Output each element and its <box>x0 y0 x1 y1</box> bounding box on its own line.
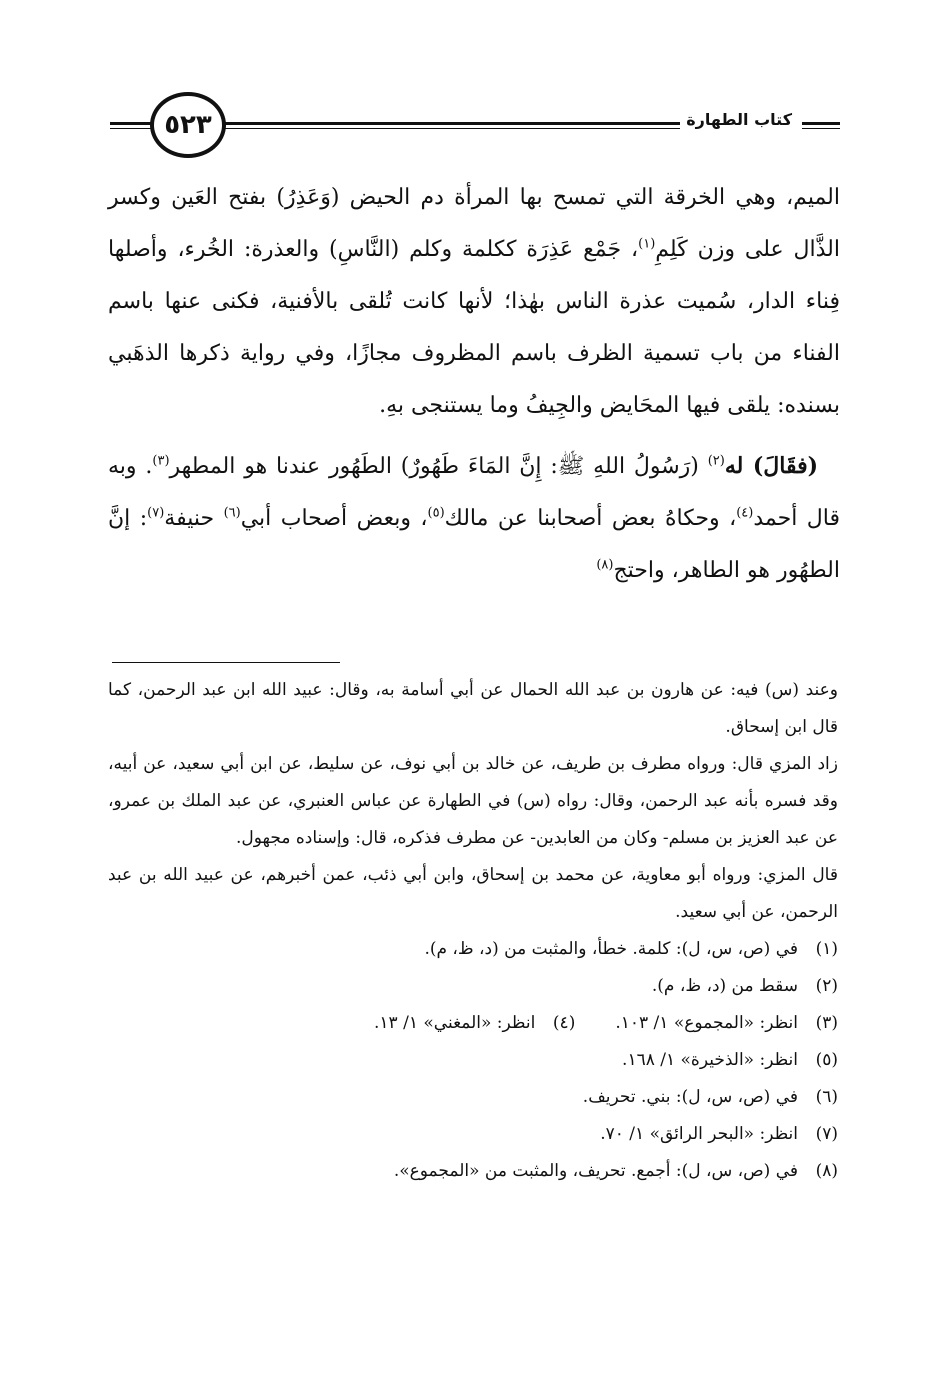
footnote-8 <box>108 1153 838 1190</box>
footnote-text: انظر: «البحر الرائق» ١/ ٧٠. <box>600 1124 798 1144</box>
footnote-separator <box>112 662 340 663</box>
footnote-number: (٧) <box>815 1124 838 1144</box>
footnote-continuation-2: زاد المزي قال: ورواه مطرف بن طريف، عن خالد بن أبي نوف، عن سليط، عن ابن أبي سعيد، عن أبيه، وقد فسره بأنه عبد الرحمن، وقال: رواه (س) في الطهارة عن عباس العنبري، عن عبد الملك بن عمرو، عن عبد العزيز بن مسلم- وكان من العابدين- عن مطرف فذكره، قال: وإسناده مجهول. <box>108 754 838 848</box>
footnote-7 <box>108 1116 838 1153</box>
paragraph-2-text-a: (فقَالَ) له <box>724 453 819 479</box>
paragraph-1-text-a: الميم، وهي الخرقة التي تمسح بها المرأة دم الحيض (وَعَذِرُ) بفتح العَين وكسر الذَّال على وزن كَلِمِ <box>108 185 840 262</box>
footnote-ref-7: (٧) <box>147 505 165 521</box>
footnote-continuation-3: قال المزي: ورواه أبو معاوية، عن محمد بن إسحاق، وابن أبي ذئب، عمن أخبرهم، عن عبيد الله بن عبد الرحمن، عن أبي سعيد. <box>108 865 838 922</box>
footnote-ref-3: (٣) <box>152 453 170 469</box>
page-header <box>110 92 840 164</box>
footnote-number: (٥) <box>815 1050 838 1070</box>
footnote-number: (١) <box>815 939 838 959</box>
paragraph-2-text-g: : إنَّ الطهُور هو الطاهر، واحتج <box>108 506 840 583</box>
footnotes <box>108 672 838 1190</box>
footnote-ref-6: (٦) <box>223 505 241 521</box>
footnote-number: (٢) <box>815 976 838 996</box>
paragraph-1-text-b: ، جَمْع عَذِرَة ككلمة وكلم (النَّاسِ) والعذرة: الخُرء، وأصلها فِناء الدار، سُميت عذرة الناس بهٰذا؛ لأنها كانت تُلقى بالأفنية، فكنى عنها باسم الفناء من باب تسمية الظرف باسم المظروف مجازًا، وفي رواية ذكرها الذهَبي بسنده: يلقى فيها المحَايض والجِيفُ وما يستنجى بهِ. <box>108 237 840 418</box>
header-rule-right <box>802 122 840 129</box>
footnote-5 <box>108 1042 838 1079</box>
footnote-ref-2: (٢) <box>707 453 725 469</box>
footnote-ref-5: (٥) <box>427 505 445 521</box>
main-text <box>108 172 840 597</box>
paragraph-2-text-d: ، وحكاهُ بعض أصحابنا عن مالك <box>444 506 737 531</box>
header-rule <box>225 122 722 129</box>
footnote-ref-8: (٨) <box>596 557 614 573</box>
footnote-text: في (ص، س، ل): كلمة. خطأ، والمثبت من (د، ظ، م). <box>424 939 798 959</box>
paragraph-2 <box>108 440 840 597</box>
footnote-text: في (ص، س، ل): أجمع. تحريف، والمثبت من «المجموع». <box>393 1161 798 1181</box>
footnote-number: (٦) <box>815 1087 838 1107</box>
footnote-text: في (ص، س، ل): بني. تحريف. <box>582 1087 798 1107</box>
paragraph-2-text-c: . وبه قال أحمد <box>108 454 840 531</box>
footnote-6 <box>108 1079 838 1116</box>
footnote-2 <box>108 968 838 1005</box>
footnote-number: (٣) <box>815 1013 838 1033</box>
footnote-text: سقط من (د، ظ، م). <box>651 976 798 996</box>
footnote-continuation-1: وعند (س) فيه: عن هارون بن عبد الله الحمال عن أبي أسامة به، وقال: عبيد الله ابن عبد الرحمن، كما قال ابن إسحاق. <box>108 680 838 737</box>
header-rule-left <box>110 122 152 129</box>
footnote-ref-4: (٤) <box>736 505 754 521</box>
paragraph-2-text-f: حنيفة <box>164 506 224 531</box>
paragraph-2-text-b: (رَسُولُ اللهِ ﷺ: إِنَّ المَاءَ طَهُورٌ) الطَهُور عندنا هو المطهر <box>169 454 708 479</box>
footnote-3-4 <box>108 1005 838 1042</box>
page-number: ٥٢٣ <box>150 92 226 158</box>
paragraph-1 <box>108 172 840 432</box>
footnote-number: (٤) <box>552 1013 576 1033</box>
footnote-1 <box>108 931 838 968</box>
footnote-ref-1: (١) <box>638 236 656 252</box>
footnote-text: انظر: «المجموع» ١/ ١٠٣. <box>615 1013 798 1033</box>
paragraph-2-text-e: ، وبعض أصحاب أبي <box>240 506 428 531</box>
footnote-number: (٨) <box>815 1161 838 1181</box>
footnote-text: انظر: «المغني» ١/ ١٣. <box>374 1013 536 1033</box>
running-title: كتاب الطهارة <box>680 110 798 129</box>
footnote-text: انظر: «الذخيرة» ١/ ١٦٨. <box>622 1050 798 1070</box>
